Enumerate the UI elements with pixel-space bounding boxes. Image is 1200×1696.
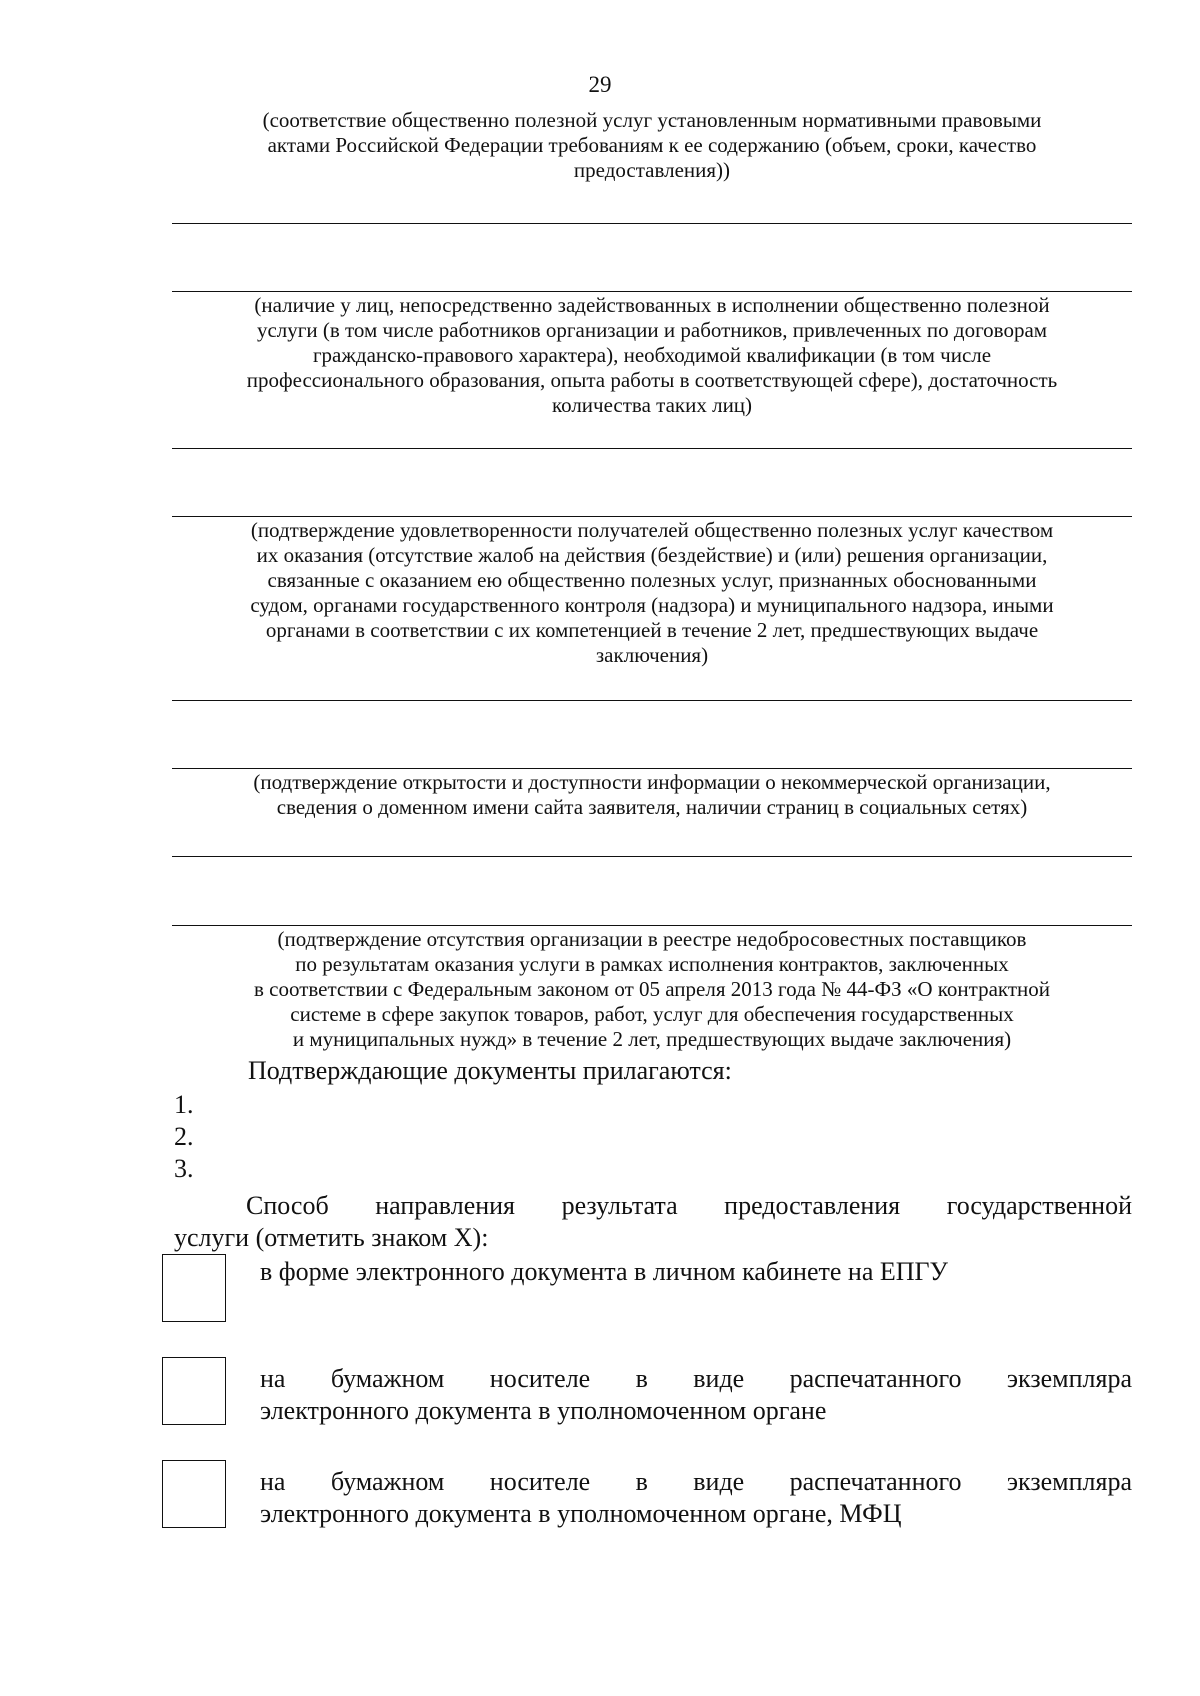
fill-in-line [172, 700, 1132, 701]
option-line: в форме электронного документа в личном кабинете на ЕПГУ [260, 1257, 948, 1286]
option-line: электронного документа в уполномоченном органе [260, 1396, 827, 1425]
option-line: на бумажном носителе в виде распечатанного экземпляра [260, 1467, 1132, 1496]
document-item-2: 2. [174, 1122, 194, 1151]
caption-line: предоставления)) [573, 158, 731, 182]
option-paper-authority-checkbox[interactable] [162, 1357, 226, 1425]
document-item-3: 3. [174, 1154, 194, 1183]
fill-in-line [172, 856, 1132, 857]
option-epgu-checkbox[interactable] [162, 1254, 226, 1322]
page-number: 29 [588, 72, 612, 97]
caption-registry [172, 927, 1132, 1052]
delivery-method-line: услуги (отметить знаком X): [174, 1223, 489, 1252]
caption-compliance [172, 108, 1132, 183]
caption-line: по результатам оказания услуги в рамках исполнения контрактов, заключенных [295, 952, 1009, 976]
option-paper-mfc-label [260, 1466, 1132, 1530]
caption-line: актами Российской Федерации требованиям к ее содержанию (объем, сроки, качество [267, 133, 1037, 157]
caption-line: услуги (в том числе работников организации и работников, привлеченных по договорам [256, 318, 1048, 342]
caption-line: и муниципальных нужд» в течение 2 лет, предшествующих выдаче заключения) [292, 1027, 1012, 1051]
fill-in-line [172, 448, 1132, 449]
caption-line: в соответствии с Федеральным законом от 05 апреля 2013 года № 44-ФЗ «О контрактной [253, 977, 1050, 1001]
fill-in-line [172, 768, 1132, 769]
caption-line: количества таких лиц) [551, 393, 753, 417]
caption-line: связанные с оказанием ею общественно полезных услуг, признанных обоснованными [267, 568, 1037, 592]
caption-line: системе в сфере закупок товаров, работ, услуг для обеспечения государственных [290, 1002, 1014, 1026]
option-line: электронного документа в уполномоченном органе, МФЦ [260, 1499, 902, 1528]
option-paper-authority-label [260, 1363, 1132, 1427]
fill-in-line [172, 223, 1132, 224]
caption-line: гражданско-правового характера), необходимой квалификации (в том числе [312, 343, 992, 367]
documents-heading: Подтверждающие документы прилагаются: [248, 1056, 732, 1085]
caption-line: (подтверждение удовлетворенности получателей общественно полезных услуг качеством [250, 518, 1054, 542]
caption-line: (наличие у лиц, непосредственно задействованных в исполнении общественно полезной [254, 293, 1050, 317]
document-item-1: 1. [174, 1090, 194, 1119]
fill-in-line [172, 925, 1132, 926]
delivery-method-line: Способ направления результата предоставления государственной [246, 1191, 1132, 1220]
caption-line: сведения о доменном имени сайта заявителя, наличии страниц в социальных сетях) [276, 795, 1028, 819]
caption-line: судом, органами государственного контроля (надзора) и муниципального надзора, иными [250, 593, 1054, 617]
caption-openness [172, 770, 1132, 820]
caption-line: (подтверждение отсутствия организации в реестре недобросовестных поставщиков [277, 927, 1027, 951]
caption-line: их оказания (отсутствие жалоб на действия (бездействие) и (или) решения организации, [256, 543, 1048, 567]
caption-line: заключения) [595, 643, 709, 667]
caption-line: профессионального образования, опыта работы в соответствующей сфере), достаточность [246, 368, 1058, 392]
option-paper-mfc-checkbox[interactable] [162, 1460, 226, 1528]
fill-in-line [172, 516, 1132, 517]
caption-satisfaction [172, 518, 1132, 668]
delivery-method-label [174, 1190, 1132, 1254]
caption-line: (соответствие общественно полезной услуг установленным нормативными правовыми [262, 108, 1042, 132]
option-epgu-label [260, 1256, 1132, 1288]
option-line: на бумажном носителе в виде распечатанного экземпляра [260, 1364, 1132, 1393]
caption-line: органами в соответствии с их компетенцией в течение 2 лет, предшествующих выдаче [265, 618, 1039, 642]
caption-qualification [172, 293, 1132, 418]
caption-line: (подтверждение открытости и доступности информации о некоммерческой организации, [253, 770, 1051, 794]
fill-in-line [172, 291, 1132, 292]
